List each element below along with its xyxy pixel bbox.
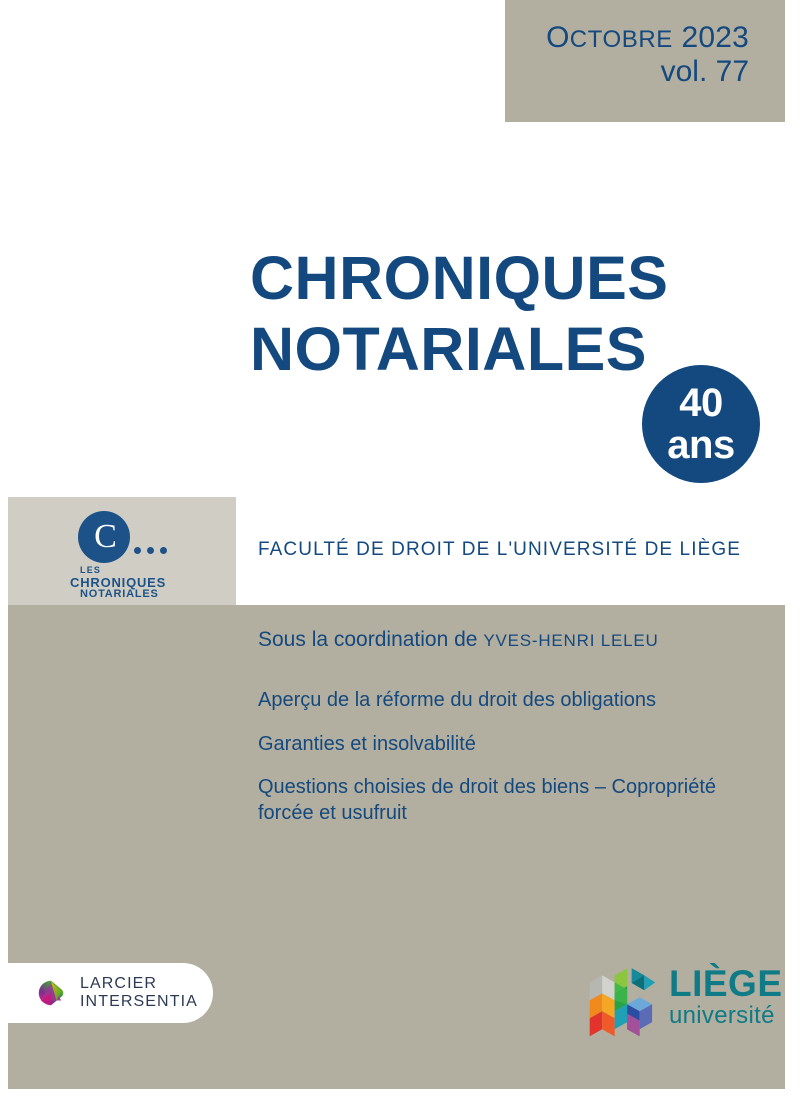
issue-masthead-text	[546, 22, 749, 90]
publisher-name-line-2: INTERSENTIA	[80, 993, 198, 1010]
anniversary-number: 40	[679, 381, 723, 425]
cover-page-body	[8, 0, 785, 1089]
cover-title-line-1: CHRONIQUES	[250, 244, 669, 312]
university-subtitle: université	[669, 1002, 775, 1030]
faculty-affiliation: FACULTÉ DE DROIT DE L'UNIVERSITÉ DE LIÈGE	[258, 539, 742, 560]
coordination-credit	[258, 628, 659, 652]
issue-volume: vol. 77	[660, 55, 749, 89]
topic-item: Garanties et insolvabilité	[258, 732, 476, 755]
issue-year: 2023	[681, 21, 749, 54]
issue-month-rest: CTOBRE	[569, 26, 673, 53]
larcier-triangle-icon	[34, 976, 68, 1010]
university-name: LIÈGE	[669, 963, 783, 1005]
topic-item: Aperçu de la réforme du droit des obligations	[258, 689, 657, 711]
cover-left-edge	[0, 0, 8, 1097]
university-logo	[585, 955, 783, 1041]
uliege-cubes-icon	[585, 959, 663, 1037]
topic-item: Questions choisies de droit des biens – Copropriété forcée et usufruit	[258, 776, 717, 824]
cover-right-edge	[785, 0, 800, 1097]
cover-title-line-2: NOTARIALES	[250, 314, 647, 383]
publisher-logo-text	[80, 975, 198, 1011]
publisher-name-line-1: LARCIER	[80, 975, 158, 993]
issue-masthead-block	[505, 0, 785, 122]
issue-month-initial: O	[546, 21, 570, 54]
cover-title	[250, 243, 770, 385]
coordination-prefix: Sous la coordination de	[258, 628, 484, 651]
cover-bottom-edge	[0, 1089, 800, 1097]
journal-logo	[70, 511, 190, 600]
journal-logo-line-2: CHRONIQUES	[70, 575, 167, 590]
anniversary-unit: ans	[667, 423, 735, 467]
topics-list	[258, 688, 748, 844]
publisher-logo	[8, 963, 213, 1023]
issue-date	[546, 22, 749, 54]
anniversary-badge	[642, 365, 760, 483]
university-logo-text	[669, 965, 783, 1031]
journal-logo-dots-icon	[134, 547, 167, 554]
coordination-editor-name: YVES-HENRI LELEU	[483, 631, 659, 650]
journal-logo-line-3: NOTARIALES	[80, 588, 159, 600]
journal-logo-line-1: LES	[80, 565, 102, 575]
journal-logo-letter: C	[94, 518, 117, 555]
